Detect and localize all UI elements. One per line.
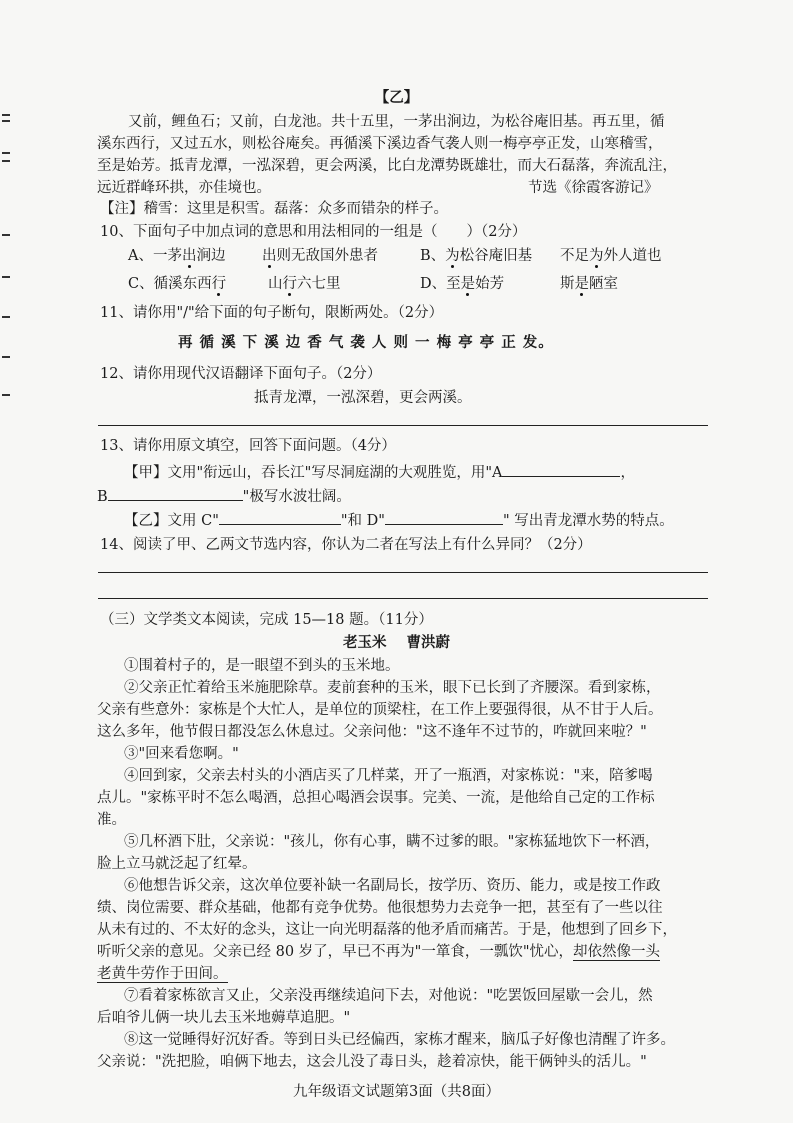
q10-option-a-pair [262, 246, 378, 266]
passage-yi-heading: 【乙】 [374, 89, 419, 106]
question-12-stem: 12、请你用现代汉语翻译下面句子。（2分） [100, 366, 382, 382]
article-line: ⑥他想告诉父亲，这次单位要补缺一名副局长，按学历、资历、能力，或是按工作政 [124, 878, 661, 894]
question-13-line-2 [97, 486, 351, 507]
answer-line[interactable] [98, 425, 708, 426]
article-line: 后咱爷儿俩一块儿去玉米地薅草追肥。" [97, 1010, 351, 1026]
article-line: 父亲说："洗把脸，咱俩下地去，这会儿没了毒日头，趁着凉快，能干俩钟头的活儿。" [97, 1054, 647, 1070]
option-text: 松谷庵旧基 [459, 248, 533, 264]
option-text: 始芳 [475, 276, 505, 292]
option-label: D、 [420, 276, 447, 292]
margin-mark [2, 114, 10, 116]
dotted-word: 为 [445, 248, 460, 264]
question-14-stem: 14、阅读了甲、乙两文节选内容，你认为二者在写法上有什么异同？（2分） [100, 537, 592, 553]
question-text: B [97, 489, 108, 505]
dotted-word: 出 [181, 248, 197, 264]
question-11-stem: 11、请你用"/"给下面的句子断句，限断两处。（2分） [100, 305, 444, 321]
answer-line[interactable] [98, 598, 708, 599]
option-text: 六七里 [297, 276, 341, 292]
option-text: 循溪东西 [153, 276, 212, 292]
question-text: " 写出青龙潭水势的特点。 [502, 513, 674, 529]
option-text: 一茅 [152, 248, 182, 264]
passage-source: 节选《徐霞客游记》 [528, 180, 659, 196]
article-line: ⑤几杯酒下肚，父亲说："孩儿，你有心事，瞒不过爹的眼。"家栋猛地饮下一杯酒， [124, 834, 660, 850]
article-line [97, 942, 660, 962]
article-line: 这么多年，他节假日都没怎么休息过。父亲问他："这不逢年不过节的，咋就回来啦？" [97, 724, 647, 740]
q10-option-d [420, 274, 504, 294]
question-13-stem: 13、请你用原文填空，回答下面问题。（4分） [100, 438, 396, 454]
option-text: 不足 [560, 248, 589, 264]
blank-d[interactable] [385, 510, 503, 525]
dotted-word: 是 [574, 276, 589, 292]
question-text: ， [620, 465, 635, 481]
article-line: ⑧这一觉睡得好沉好香。等到日头已经偏西，家栋才醒来，脑瓜子好像也清醒了许多。 [124, 1032, 675, 1048]
dotted-word: 出 [262, 248, 277, 264]
article-paragraph-1: ①围着村子的，是一眼望不到头的玉米地。 [124, 658, 400, 674]
article-line: ②父亲正忙着给玉米施肥除草。麦前套种的玉米，眼下已长到了齐腰深。看到家栋， [124, 680, 661, 696]
article-line: 准。 [97, 812, 126, 828]
underlined-sentence: 老黄牛劳作于田间。 [97, 966, 228, 982]
article-line: ⑦看着家栋欲言又止，父亲没再继续追问下去，对他说："吃罢饭回屋歇一会儿，然 [124, 988, 653, 1004]
margin-mark [2, 152, 10, 154]
article-line [97, 964, 228, 984]
margin-mark [2, 356, 10, 358]
article-author: 曹洪蔚 [406, 634, 450, 651]
article-line: ④回到家，父亲去村头的小酒店买了几样菜，开了一瓶酒，对家栋说："来，陪爹喝 [124, 768, 653, 784]
option-label: A、 [128, 248, 153, 264]
passage-yi-line: 溪东西行，又过五水，则松谷庵矣。再循溪下溪边香气袭人则一梅亭亭正发，山寒稽雪， [97, 136, 663, 152]
article-line: 脸上立马就泛起了红晕。 [97, 856, 257, 872]
q10-option-b-pair [560, 246, 662, 266]
option-text: 陋室 [589, 276, 618, 292]
page-footer: 九年级语文试题第3面（共8面） [293, 1084, 500, 1100]
article-title-line [0, 633, 793, 653]
margin-mark [2, 276, 10, 278]
article-line: 从未有过的、不太好的念头，这让一向光明磊落的他矛盾而痛苦。于是，他想到了回乡下， [97, 922, 677, 938]
blank-b[interactable] [108, 486, 243, 501]
passage-note: 【注】稽雪：这里是积雪。磊落：众多而错杂的样子。 [100, 201, 448, 217]
q10-option-c-pair [268, 274, 341, 294]
q10-option-c [128, 274, 226, 294]
article-line: 点儿。"家栋平时不怎么喝酒，总担心喝酒会误事。完美、一流，是他给自己定的工作标 [97, 790, 655, 806]
answer-line[interactable] [98, 572, 708, 573]
dotted-word: 为 [589, 248, 604, 264]
article-line: 父亲有些意外：家栋是个大忙人，是单位的顶梁柱，在工作上要强得很，从不甘于人后。 [97, 702, 663, 718]
question-13-line-3 [124, 510, 674, 531]
q10-option-b [420, 246, 532, 266]
article-line: 绩、岗位需要、群众基础，他都有竞争优势。他很想势力去竞争一把，甚至有了一些以往 [97, 900, 663, 916]
option-label: C、 [128, 276, 154, 292]
underlined-sentence: 却依然像一头 [573, 944, 661, 960]
question-10-stem: 10、下面句子中加点词的意思和用法相同的一组是（ ）（2分） [100, 224, 527, 240]
article-paragraph-3: ③"回来看您啊。" [124, 746, 239, 762]
passage-yi-line: 又前，鲤鱼石；又前，白龙池。共十五里，一茅出涧边，为松谷庵旧基。再五里，循 [128, 114, 665, 130]
blank-a[interactable] [502, 462, 620, 477]
option-text: 外人道也 [603, 248, 662, 264]
option-text: 涧边 [196, 248, 226, 264]
option-label: B、 [420, 248, 446, 264]
q10-option-d-pair [560, 274, 618, 294]
option-text: 斯 [560, 276, 575, 292]
option-text: 则无敌国外患者 [276, 248, 378, 264]
question-text: 【乙】文用 C" [124, 513, 219, 529]
option-text: 至 [446, 276, 461, 292]
dotted-word: 行 [282, 276, 297, 292]
section-3-heading: （三）文学类文本阅读，完成 15—18 题。（11分） [100, 612, 433, 628]
article-text: 听听父亲的意见。父亲已经 80 岁了，早已不再为"一箪食，一瓢饮"忧心， [97, 944, 574, 960]
passage-yi-line: 至是始芳。抵青龙潭，一泓深碧，更会两溪，比白龙潭势既雄壮，而大石磊落，奔流乱注， [97, 158, 677, 174]
dotted-word: 是 [460, 276, 476, 292]
question-text: "和 D" [340, 513, 385, 529]
question-text: 【甲】文用"衔远山，吞长江"写尽洞庭湖的大观胜览，用"A [124, 465, 503, 481]
passage-yi-line: 远近群峰环拱，亦佳境也。 [97, 180, 271, 196]
margin-mark [2, 120, 10, 122]
dotted-word: 行 [211, 276, 227, 292]
margin-mark [2, 160, 10, 162]
article-title: 老玉米 [343, 634, 387, 651]
margin-mark [2, 234, 10, 236]
question-text: "极写水波壮阔。 [242, 489, 351, 505]
question-12-sentence: 抵青龙潭，一泓深碧，更会两溪。 [254, 390, 472, 406]
q10-option-a [128, 246, 225, 266]
blank-c[interactable] [219, 510, 341, 525]
margin-mark [2, 394, 10, 396]
question-11-sentence: 再 循 溪 下 溪 边 香 气 袭 人 则 一 梅 亭 亭 正 发。 [178, 334, 554, 351]
option-text: 山 [268, 276, 283, 292]
margin-mark [2, 316, 10, 318]
question-13-line-1 [124, 462, 635, 483]
